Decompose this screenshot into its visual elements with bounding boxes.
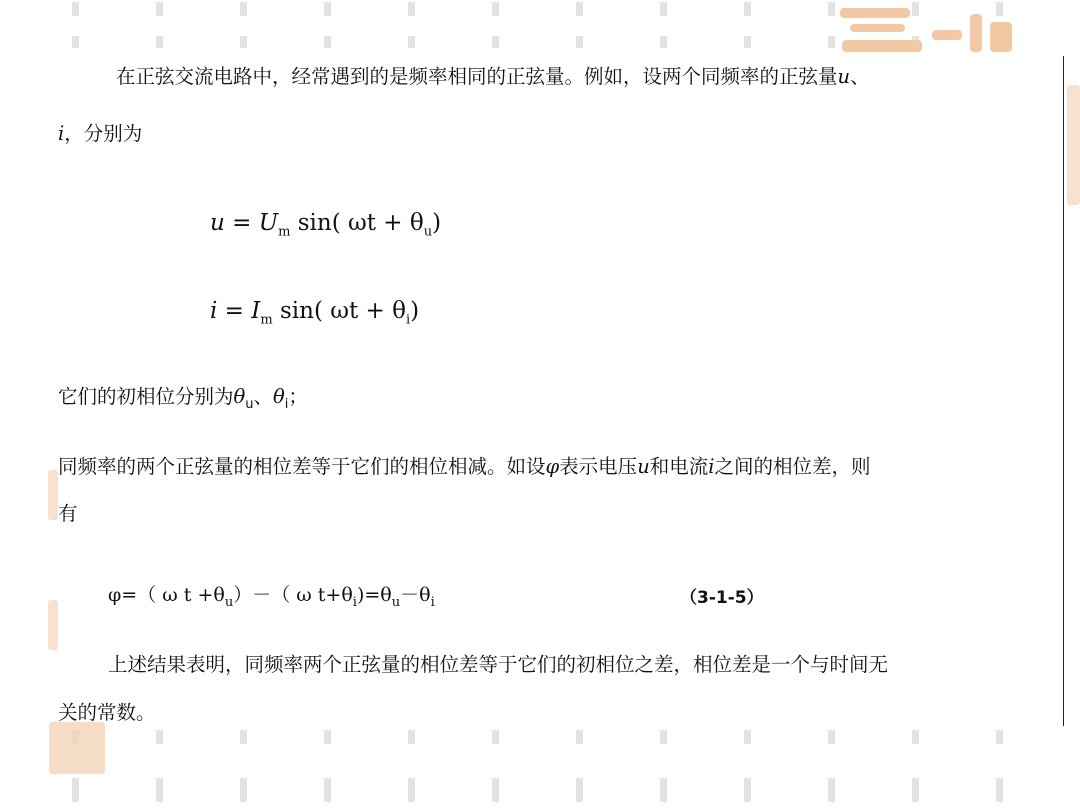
seal-right-decoration: [1067, 85, 1080, 205]
formula-u: $u = U_m$ sin( $\omega t + \theta_u$): [210, 210, 442, 240]
seal-bottom-stamp: [49, 722, 105, 774]
background-grid-bottom: [0, 730, 1080, 744]
background-grid-bottom-2: [0, 778, 1080, 802]
paragraph-3-line-1: 同频率的两个正弦量的相位差等于它们的相位相减。如设φ表示电压u和电流i之间的相位差，则: [58, 455, 871, 478]
formula-i: $i = I_m$ sin( $\omega t + \theta_i$): [210, 298, 420, 328]
paragraph-2: 它们的初相位分别为$\theta_u$、$\theta_i$；: [58, 385, 308, 412]
seal-left-decoration-2: [48, 600, 58, 650]
paragraph-1-line-2: i，分别为: [58, 122, 143, 145]
paragraph-1-line-1: 在正弦交流电路中，经常遇到的是频率相同的正弦量。例如，设两个同频率的正弦量u、: [116, 65, 870, 88]
phase-difference-formula: φ=（ ω $t +\theta_u)-$（ ω $t+\theta_i)=\theta_u-\theta_i$: [108, 584, 435, 610]
paragraph-4-line-2: 关的常数。: [58, 701, 156, 724]
paragraph-3-line-2: 有: [58, 502, 78, 525]
seal-top-decoration: [840, 4, 1015, 56]
equation-number: （3-1-5）: [680, 588, 764, 608]
seal-left-decoration: [48, 470, 58, 520]
right-border-line: [1063, 56, 1064, 726]
paragraph-4-line-1: 上述结果表明，同频率两个正弦量的相位差等于它们的初相位之差，相位差是一个与时间无: [108, 653, 889, 676]
